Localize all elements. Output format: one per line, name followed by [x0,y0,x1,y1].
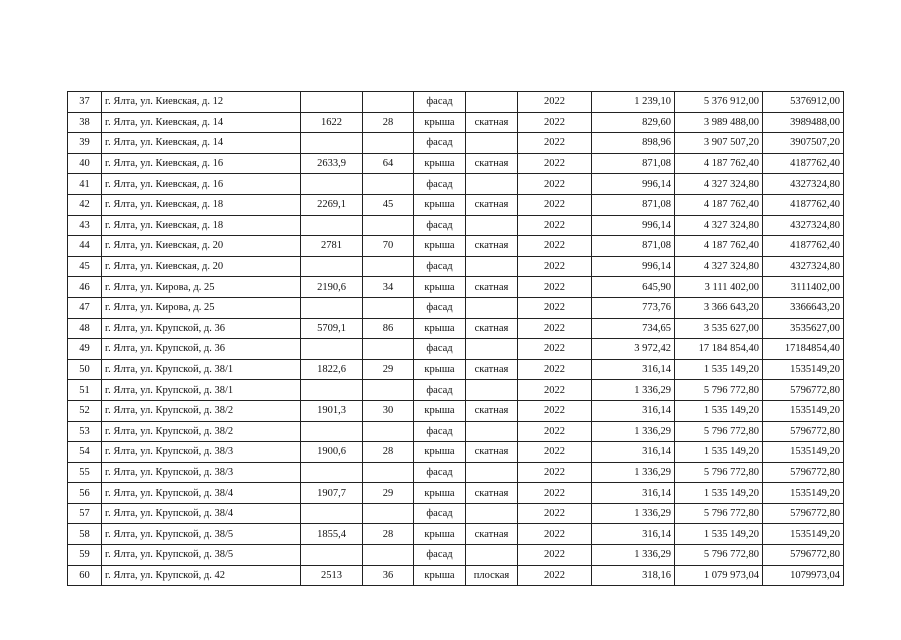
total-cost-cell: 4 187 762,40 [675,194,763,215]
total-cost-cell: 1 535 149,20 [675,483,763,504]
element-cell: крыша [414,153,466,174]
area-cell: 1855,4 [301,524,363,545]
total-cost-plain-cell: 4327324,80 [763,256,844,277]
count-cell: 86 [363,318,414,339]
roof-type-cell [466,545,518,566]
area-cell [301,503,363,524]
area-cell: 2190,6 [301,277,363,298]
row-number: 53 [68,421,102,442]
unit-cost-cell: 1 336,29 [592,462,675,483]
area-cell [301,297,363,318]
row-number: 60 [68,565,102,586]
row-number: 47 [68,297,102,318]
element-cell: фасад [414,503,466,524]
count-cell [363,92,414,113]
address-cell: г. Ялта, ул. Кирова, д. 25 [102,277,301,298]
count-cell: 64 [363,153,414,174]
table-row [68,256,844,277]
roof-type-cell [466,462,518,483]
element-cell: фасад [414,215,466,236]
row-number: 50 [68,359,102,380]
address-cell: г. Ялта, ул. Киевская, д. 16 [102,153,301,174]
address-cell: г. Ялта, ул. Крупской, д. 38/4 [102,483,301,504]
table-row [68,215,844,236]
total-cost-cell: 1 535 149,20 [675,442,763,463]
unit-cost-cell: 3 972,42 [592,339,675,360]
roof-type-cell: скатная [466,524,518,545]
row-number: 41 [68,174,102,195]
count-cell [363,133,414,154]
table-row [68,133,844,154]
count-cell [363,462,414,483]
area-cell [301,339,363,360]
unit-cost-cell: 316,14 [592,483,675,504]
element-cell: крыша [414,359,466,380]
total-cost-plain-cell: 5796772,80 [763,380,844,401]
total-cost-cell: 3 989 488,00 [675,112,763,133]
address-cell: г. Ялта, ул. Крупской, д. 38/1 [102,380,301,401]
area-cell: 1622 [301,112,363,133]
count-cell: 34 [363,277,414,298]
count-cell: 45 [363,194,414,215]
row-number: 46 [68,277,102,298]
total-cost-cell: 5 796 772,80 [675,421,763,442]
table-row [68,380,844,401]
unit-cost-cell: 316,14 [592,524,675,545]
year-cell: 2022 [518,421,592,442]
unit-cost-cell: 1 336,29 [592,421,675,442]
area-cell [301,256,363,277]
address-cell: г. Ялта, ул. Киевская, д. 16 [102,174,301,195]
repair-registry-table [67,91,844,586]
total-cost-cell: 3 907 507,20 [675,133,763,154]
area-cell [301,215,363,236]
year-cell: 2022 [518,174,592,195]
year-cell: 2022 [518,92,592,113]
count-cell [363,421,414,442]
total-cost-plain-cell: 3366643,20 [763,297,844,318]
count-cell: 70 [363,236,414,257]
roof-type-cell: скатная [466,236,518,257]
year-cell: 2022 [518,339,592,360]
year-cell: 2022 [518,318,592,339]
unit-cost-cell: 1 336,29 [592,503,675,524]
element-cell: фасад [414,545,466,566]
element-cell: крыша [414,236,466,257]
total-cost-cell: 5 796 772,80 [675,380,763,401]
element-cell: фасад [414,462,466,483]
count-cell [363,380,414,401]
element-cell: фасад [414,339,466,360]
area-cell: 1907,7 [301,483,363,504]
row-number: 58 [68,524,102,545]
unit-cost-cell: 898,96 [592,133,675,154]
table-row [68,339,844,360]
row-number: 59 [68,545,102,566]
table-row [68,400,844,421]
year-cell: 2022 [518,483,592,504]
total-cost-plain-cell: 5796772,80 [763,503,844,524]
address-cell: г. Ялта, ул. Крупской, д. 38/2 [102,400,301,421]
element-cell: крыша [414,565,466,586]
address-cell: г. Ялта, ул. Крупской, д. 38/3 [102,442,301,463]
address-cell: г. Ялта, ул. Крупской, д. 42 [102,565,301,586]
unit-cost-cell: 318,16 [592,565,675,586]
row-number: 49 [68,339,102,360]
table-row [68,318,844,339]
total-cost-plain-cell: 1535149,20 [763,359,844,380]
unit-cost-cell: 996,14 [592,256,675,277]
row-number: 40 [68,153,102,174]
table-row [68,565,844,586]
unit-cost-cell: 645,90 [592,277,675,298]
address-cell: г. Ялта, ул. Киевская, д. 20 [102,236,301,257]
year-cell: 2022 [518,153,592,174]
year-cell: 2022 [518,503,592,524]
total-cost-plain-cell: 3907507,20 [763,133,844,154]
total-cost-cell: 5 796 772,80 [675,545,763,566]
unit-cost-cell: 1 336,29 [592,380,675,401]
table-row [68,545,844,566]
element-cell: фасад [414,297,466,318]
row-number: 57 [68,503,102,524]
element-cell: фасад [414,174,466,195]
element-cell: фасад [414,256,466,277]
row-number: 52 [68,400,102,421]
total-cost-plain-cell: 1535149,20 [763,524,844,545]
row-number: 45 [68,256,102,277]
table-row [68,462,844,483]
roof-type-cell [466,503,518,524]
area-cell: 1901,3 [301,400,363,421]
count-cell: 36 [363,565,414,586]
area-cell [301,421,363,442]
roof-type-cell [466,174,518,195]
roof-type-cell: плоская [466,565,518,586]
area-cell [301,545,363,566]
roof-type-cell [466,421,518,442]
table-row [68,359,844,380]
area-cell: 5709,1 [301,318,363,339]
element-cell: крыша [414,524,466,545]
area-cell [301,133,363,154]
count-cell: 28 [363,442,414,463]
total-cost-cell: 4 327 324,80 [675,174,763,195]
year-cell: 2022 [518,545,592,566]
total-cost-cell: 5 796 772,80 [675,462,763,483]
total-cost-cell: 5 376 912,00 [675,92,763,113]
address-cell: г. Ялта, ул. Крупской, д. 38/5 [102,545,301,566]
total-cost-cell: 3 111 402,00 [675,277,763,298]
total-cost-plain-cell: 1535149,20 [763,442,844,463]
total-cost-plain-cell: 4327324,80 [763,174,844,195]
count-cell: 30 [363,400,414,421]
table-row [68,442,844,463]
unit-cost-cell: 316,14 [592,400,675,421]
roof-type-cell [466,297,518,318]
table-row [68,483,844,504]
year-cell: 2022 [518,359,592,380]
address-cell: г. Ялта, ул. Крупской, д. 38/4 [102,503,301,524]
count-cell [363,545,414,566]
roof-type-cell: скатная [466,277,518,298]
total-cost-plain-cell: 1535149,20 [763,483,844,504]
unit-cost-cell: 734,65 [592,318,675,339]
total-cost-cell: 1 535 149,20 [675,400,763,421]
unit-cost-cell: 773,76 [592,297,675,318]
address-cell: г. Ялта, ул. Киевская, д. 14 [102,112,301,133]
total-cost-plain-cell: 4187762,40 [763,153,844,174]
year-cell: 2022 [518,380,592,401]
total-cost-plain-cell: 3535627,00 [763,318,844,339]
count-cell [363,503,414,524]
unit-cost-cell: 1 239,10 [592,92,675,113]
area-cell [301,380,363,401]
address-cell: г. Ялта, ул. Крупской, д. 36 [102,339,301,360]
area-cell: 1822,6 [301,359,363,380]
table-row [68,297,844,318]
roof-type-cell: скатная [466,112,518,133]
year-cell: 2022 [518,400,592,421]
year-cell: 2022 [518,565,592,586]
address-cell: г. Ялта, ул. Крупской, д. 38/2 [102,421,301,442]
area-cell: 2513 [301,565,363,586]
roof-type-cell [466,256,518,277]
address-cell: г. Ялта, ул. Киевская, д. 14 [102,133,301,154]
address-cell: г. Ялта, ул. Крупской, д. 38/5 [102,524,301,545]
total-cost-plain-cell: 4187762,40 [763,194,844,215]
row-number: 44 [68,236,102,257]
total-cost-cell: 3 535 627,00 [675,318,763,339]
row-number: 51 [68,380,102,401]
total-cost-cell: 1 535 149,20 [675,524,763,545]
year-cell: 2022 [518,112,592,133]
total-cost-plain-cell: 3111402,00 [763,277,844,298]
unit-cost-cell: 316,14 [592,442,675,463]
roof-type-cell: скатная [466,194,518,215]
address-cell: г. Ялта, ул. Крупской, д. 36 [102,318,301,339]
table-row [68,236,844,257]
element-cell: крыша [414,442,466,463]
count-cell: 29 [363,359,414,380]
year-cell: 2022 [518,215,592,236]
count-cell [363,256,414,277]
address-cell: г. Ялта, ул. Крупской, д. 38/1 [102,359,301,380]
count-cell [363,215,414,236]
row-number: 42 [68,194,102,215]
count-cell [363,297,414,318]
unit-cost-cell: 316,14 [592,359,675,380]
unit-cost-cell: 871,08 [592,236,675,257]
element-cell: фасад [414,92,466,113]
element-cell: крыша [414,194,466,215]
address-cell: г. Ялта, ул. Киевская, д. 18 [102,215,301,236]
total-cost-cell: 4 327 324,80 [675,256,763,277]
year-cell: 2022 [518,524,592,545]
total-cost-plain-cell: 5796772,80 [763,462,844,483]
table-row [68,174,844,195]
row-number: 39 [68,133,102,154]
total-cost-plain-cell: 5796772,80 [763,421,844,442]
registry-body [68,92,844,586]
year-cell: 2022 [518,194,592,215]
total-cost-cell: 5 796 772,80 [675,503,763,524]
area-cell [301,462,363,483]
area-cell: 2781 [301,236,363,257]
roof-type-cell: скатная [466,318,518,339]
element-cell: крыша [414,400,466,421]
count-cell: 28 [363,112,414,133]
year-cell: 2022 [518,277,592,298]
year-cell: 2022 [518,297,592,318]
area-cell: 2269,1 [301,194,363,215]
element-cell: фасад [414,380,466,401]
roof-type-cell [466,133,518,154]
element-cell: крыша [414,112,466,133]
total-cost-cell: 1 079 973,04 [675,565,763,586]
total-cost-cell: 4 187 762,40 [675,236,763,257]
element-cell: крыша [414,318,466,339]
total-cost-plain-cell: 1079973,04 [763,565,844,586]
year-cell: 2022 [518,236,592,257]
count-cell [363,174,414,195]
roof-type-cell: скатная [466,359,518,380]
element-cell: крыша [414,483,466,504]
area-cell [301,92,363,113]
table-row [68,92,844,113]
unit-cost-cell: 829,60 [592,112,675,133]
element-cell: крыша [414,277,466,298]
total-cost-plain-cell: 3989488,00 [763,112,844,133]
roof-type-cell: скатная [466,483,518,504]
row-number: 54 [68,442,102,463]
total-cost-plain-cell: 5796772,80 [763,545,844,566]
count-cell: 29 [363,483,414,504]
unit-cost-cell: 871,08 [592,194,675,215]
roof-type-cell [466,92,518,113]
row-number: 37 [68,92,102,113]
unit-cost-cell: 1 336,29 [592,545,675,566]
total-cost-cell: 17 184 854,40 [675,339,763,360]
table-row [68,194,844,215]
total-cost-cell: 1 535 149,20 [675,359,763,380]
roof-type-cell [466,339,518,360]
roof-type-cell [466,380,518,401]
roof-type-cell: скатная [466,153,518,174]
total-cost-plain-cell: 17184854,40 [763,339,844,360]
total-cost-plain-cell: 1535149,20 [763,400,844,421]
table-row [68,421,844,442]
row-number: 55 [68,462,102,483]
row-number: 43 [68,215,102,236]
area-cell [301,174,363,195]
total-cost-cell: 3 366 643,20 [675,297,763,318]
count-cell: 28 [363,524,414,545]
total-cost-plain-cell: 4187762,40 [763,236,844,257]
address-cell: г. Ялта, ул. Киевская, д. 20 [102,256,301,277]
row-number: 56 [68,483,102,504]
row-number: 48 [68,318,102,339]
roof-type-cell: скатная [466,442,518,463]
table-row [68,153,844,174]
total-cost-cell: 4 187 762,40 [675,153,763,174]
table-row [68,277,844,298]
year-cell: 2022 [518,256,592,277]
roof-type-cell [466,215,518,236]
unit-cost-cell: 996,14 [592,215,675,236]
area-cell: 1900,6 [301,442,363,463]
total-cost-plain-cell: 5376912,00 [763,92,844,113]
area-cell: 2633,9 [301,153,363,174]
unit-cost-cell: 871,08 [592,153,675,174]
table-row [68,524,844,545]
year-cell: 2022 [518,442,592,463]
address-cell: г. Ялта, ул. Киевская, д. 12 [102,92,301,113]
count-cell [363,339,414,360]
total-cost-plain-cell: 4327324,80 [763,215,844,236]
table-row [68,112,844,133]
row-number: 38 [68,112,102,133]
year-cell: 2022 [518,133,592,154]
year-cell: 2022 [518,462,592,483]
unit-cost-cell: 996,14 [592,174,675,195]
element-cell: фасад [414,133,466,154]
table-row [68,503,844,524]
roof-type-cell: скатная [466,400,518,421]
address-cell: г. Ялта, ул. Киевская, д. 18 [102,194,301,215]
element-cell: фасад [414,421,466,442]
total-cost-cell: 4 327 324,80 [675,215,763,236]
address-cell: г. Ялта, ул. Кирова, д. 25 [102,297,301,318]
address-cell: г. Ялта, ул. Крупской, д. 38/3 [102,462,301,483]
